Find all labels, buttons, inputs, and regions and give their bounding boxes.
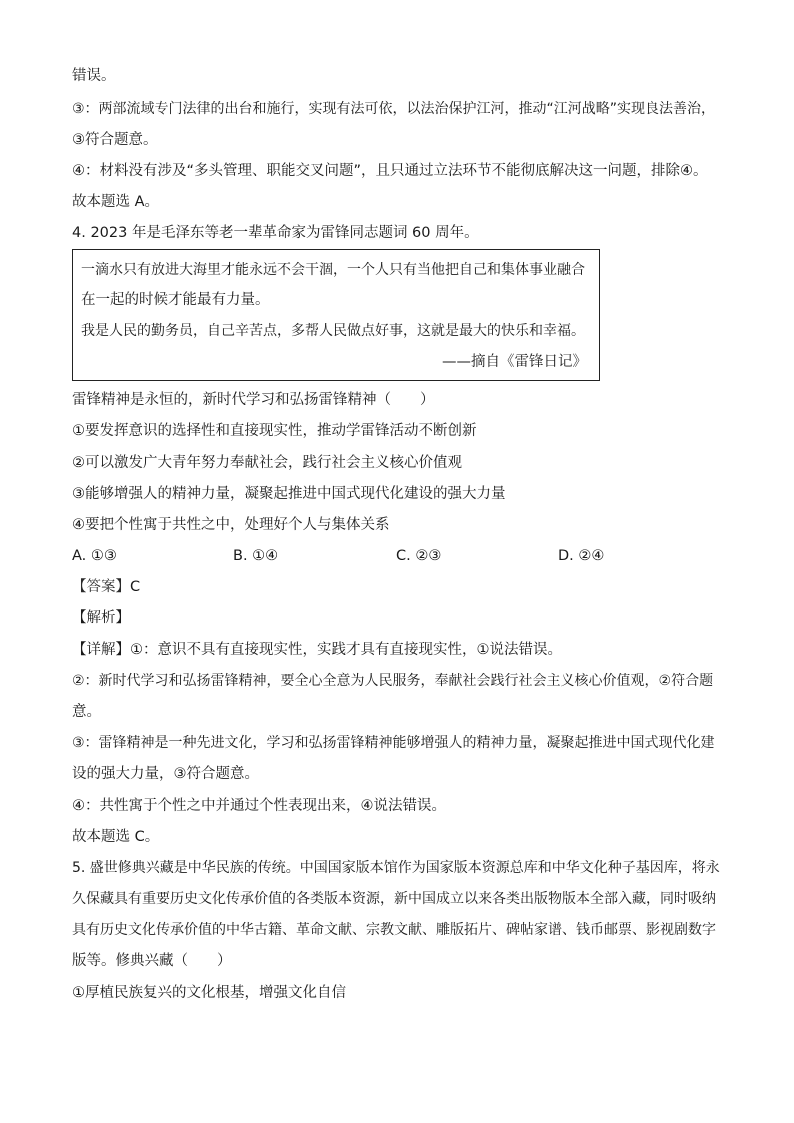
option-c: C. ②③: [396, 548, 442, 564]
quote-source: ——摘自《雷锋日记》: [442, 354, 587, 370]
question-5-line: 5. 盛世修典兴藏是中华民族的传统。中国国家版本馆作为国家版本资源总库和中华文化种子基因库，将永: [72, 860, 720, 876]
option-b: B. ①④: [233, 548, 279, 564]
quote-box: [72, 249, 600, 381]
answer-value: C: [130, 579, 141, 595]
question-item: ④要把个性寓于共性之中，处理好个人与集体关系: [72, 517, 390, 533]
question-5-line: 久保藏具有重要历史文化传承价值的各类版本资源，新中国成立以来各类出版物版本全部入藏，同时吸纳: [72, 891, 716, 907]
quote-line: 在一起的时候才能最有力量。: [81, 292, 270, 308]
text-line: ③符合题意。: [72, 132, 158, 148]
detail-line: ④：共性寓于个性之中并通过个性表现出来，④说法错误。: [72, 798, 446, 814]
question-item: ①要发挥意识的选择性和直接现实性，推动学雷锋活动不断创新: [72, 423, 477, 439]
text-line: ③：两部流域专门法律的出台和施行，实现有法可依，以法治保护江河，推动“江河战略”实现良法善治，: [72, 101, 716, 117]
analysis-label: 【解析】: [72, 610, 130, 626]
detail-line: ②：新时代学习和弘扬雷锋精神，要全心全意为人民服务，奉献社会践行社会主义核心价值观，②符合题: [72, 673, 714, 689]
detail-line: 故本题选 C。: [72, 829, 160, 845]
question-5-line: 版等。修典兴藏（ ）: [72, 953, 232, 969]
question-stem: 雷锋精神是永恒的，新时代学习和弘扬雷锋精神（ ）: [72, 392, 435, 408]
question-item: ②可以激发广大青年努力奉献社会，践行社会主义核心价值观: [72, 455, 462, 471]
quote-line: 我是人民的勤务员，自己辛苦点，多帮人民做点好事，这就是最大的快乐和幸福。: [81, 323, 585, 339]
option-a: A. ①③: [72, 548, 117, 564]
option-d: D. ②④: [558, 548, 605, 564]
question-item: ③能够增强人的精神力量，凝聚起推进中国式现代化建设的强大力量: [72, 486, 506, 502]
detail-line: 意。: [72, 704, 101, 720]
question-5-line: 具有历史文化传承价值的中华古籍、革命文献、宗教文献、雕版拓片、碑帖家谱、钱币邮票、影视剧数字: [72, 922, 716, 938]
question-4-title: 4. 2023 年是毛泽东等老一辈革命家为雷锋同志题词 60 周年。: [72, 225, 479, 241]
detail-line: ③：雷锋精神是一种先进文化，学习和弘扬雷锋精神能够增强人的精神力量，凝聚起推进中国式现代化建: [72, 735, 715, 751]
text-line: 故本题选 A。: [72, 194, 160, 210]
question-5-item: ①厚植民族复兴的文化根基，增强文化自信: [72, 985, 346, 1001]
answer-label: 【答案】: [72, 579, 130, 595]
text-line: ④：材料没有涉及“多头管理、职能交叉问题”，且只通过立法环节不能彻底解决这一问题，排除④。: [72, 163, 708, 179]
quote-line: 一滴水只有放进大海里才能永远不会干涸，一个人只有当他把自己和集体事业融合: [81, 262, 585, 278]
detail-line: 设的强大力量，③符合题意。: [72, 766, 259, 782]
answer-line: [72, 577, 722, 597]
text-line: 错误。: [72, 68, 116, 84]
detail-line: 【详解】①：意识不具有直接现实性，实践才具有直接现实性，①说法错误。: [72, 642, 562, 658]
